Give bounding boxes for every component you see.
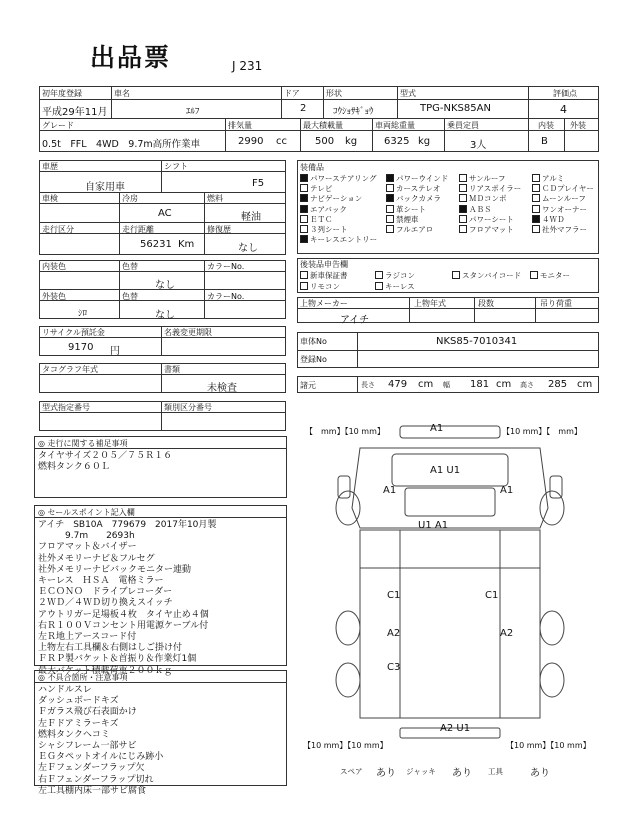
unchecked-box-icon — [386, 225, 394, 233]
body-year-label: 上物年式 — [414, 299, 446, 308]
unchecked-box-icon — [300, 282, 308, 290]
fuel-value: 軽油 — [241, 212, 261, 223]
defect-line: ダッシュボードキズ — [38, 696, 119, 707]
lift-load-label: 吊り荷重 — [540, 299, 572, 308]
history-label: 車歴 — [42, 162, 58, 171]
post-equipment-label: 新車保証書 — [310, 271, 348, 280]
damage-mark: A2 U1 — [440, 723, 471, 734]
post-equipment-label: ラジコン — [385, 271, 415, 280]
jack-value: あり — [452, 768, 472, 779]
length-label: 長さ — [361, 381, 375, 389]
checked-box-icon — [300, 194, 308, 202]
tire-rear-right: 【10 mm】【10 mm】 — [506, 741, 591, 750]
equipment-label: エアバック — [310, 204, 347, 214]
weight-label: 車両総重量 — [375, 121, 415, 130]
defect-line: 燃料タンクヘコミ — [38, 729, 110, 740]
post-equipment-label: モニター — [540, 271, 570, 280]
equipment-label: 社外マフラー — [542, 225, 587, 234]
equipment-label: ＡＢＳ — [469, 204, 492, 214]
registration-label: 登録No — [300, 355, 327, 364]
sales-line: ＥＣＯＮＯ ドライブレコーダー — [38, 587, 173, 598]
repaint-value: なし — [155, 280, 175, 291]
color-no2-label: カラーNo. — [207, 292, 245, 301]
capacity-label: 乗員定員 — [447, 121, 479, 130]
post-equipment-item — [300, 270, 348, 281]
sales-line: 左Ｒ地上アースコード付 — [38, 632, 137, 643]
damage-mark: U1 A1 — [418, 520, 449, 531]
inspection-label: 車検 — [42, 194, 58, 203]
defect-line: Ｆガラス飛び石表面かけ — [38, 707, 137, 718]
circle-bullet-icon: ◎ — [38, 439, 45, 448]
tacho-label: タコグラフ年式 — [42, 365, 98, 374]
equipment-label: キーレスエントリー — [310, 235, 378, 245]
documents-value: 未検査 — [207, 383, 237, 394]
page-title: 出品票 — [90, 43, 172, 72]
chassis-value: NKS85-7010341 — [436, 336, 518, 347]
damage-mark: A1 — [383, 485, 397, 496]
circle-bullet-icon: ◎ — [38, 673, 45, 682]
tire-front-right: 【10 mm】【 mm】 — [502, 427, 582, 436]
equipment-item — [300, 234, 377, 245]
width-value: 181 — [470, 379, 490, 390]
circle-bullet-icon: ◎ — [38, 508, 45, 517]
unchecked-box-icon — [459, 184, 467, 192]
reg-label: 初年度登録 — [42, 89, 82, 98]
height-unit: cm — [577, 379, 593, 390]
exterior-label: 外装 — [570, 121, 586, 130]
sales-line: キーレス ＨＳＡ 電格ミラー — [38, 576, 164, 587]
defect-line: 左工具棚内床一部サビ腐食 — [38, 785, 147, 796]
damage-mark: C3 — [387, 662, 401, 673]
load-value: 500 — [315, 136, 335, 147]
interior-color-label: 内装色 — [42, 262, 66, 271]
checked-box-icon — [532, 215, 540, 223]
unchecked-box-icon — [532, 174, 540, 182]
grade-name-value: 0.5t FFL 4WD 9.7m高所作業車 — [42, 139, 201, 150]
checked-box-icon — [300, 205, 308, 213]
load-label: 最大積載量 — [303, 121, 343, 130]
post-equipment-label: スタンバイコード — [462, 271, 522, 280]
tire-rear-left: 【10 mm】【10 mm】 — [303, 741, 388, 750]
unchecked-box-icon — [532, 194, 540, 202]
equipment-label: ＭＤコンポ — [469, 194, 507, 204]
equipment-label: ４ＷＤ — [542, 214, 565, 224]
height-label: 高さ — [520, 381, 534, 389]
width-unit: cm — [496, 379, 512, 390]
type-designation-label: 型式指定番号 — [42, 403, 90, 412]
equipment-label: パワーシート — [469, 214, 514, 224]
equipment-label: ワンオーナー — [542, 204, 587, 214]
load-unit: kg — [345, 136, 358, 147]
supplement-title: ◎ 走行に関する補足事項 — [38, 439, 128, 448]
door-value: 2 — [300, 103, 307, 114]
unchecked-box-icon — [386, 184, 394, 192]
defect-line: 左Ｆドアミラーキズ — [38, 718, 119, 729]
unchecked-box-icon — [375, 282, 383, 290]
model-value: TPG-NKS85AN — [420, 103, 491, 114]
equipment-label: アルミ — [542, 174, 565, 183]
repair-history-label: 修復歴 — [207, 225, 231, 234]
sales-line: 9.7m 2693h — [38, 531, 135, 542]
equipment-label: リアスポイラー — [469, 184, 522, 194]
unchecked-box-icon — [375, 271, 383, 279]
equipment-item — [459, 224, 514, 235]
mileage-unit: Km — [178, 239, 195, 250]
vehicle-damage-diagram — [300, 418, 600, 758]
post-equipment-label: リモコン — [310, 282, 340, 291]
checked-box-icon — [386, 174, 394, 182]
sales-title: ◎ セールスポイント記入欄 — [38, 508, 135, 517]
tool-label: 工具 — [488, 767, 503, 776]
checked-box-icon — [300, 174, 308, 182]
equipment-label: 禁煙車 — [396, 214, 419, 224]
sales-line: アウトリガー足場板４枚 タイヤ止め４個 — [38, 609, 209, 620]
unchecked-box-icon — [459, 194, 467, 202]
weight-value: 6325 — [384, 136, 410, 147]
equipment-label: ムーンルーフ — [542, 194, 586, 204]
recycle-label: リサイクル預託金 — [42, 328, 105, 337]
repaint-label: 色替 — [122, 262, 138, 271]
name-value: ｴﾙﾌ — [186, 107, 200, 117]
shape-label: 形状 — [326, 89, 342, 98]
tool-value: あり — [530, 768, 550, 779]
capacity-value: 3人 — [470, 140, 487, 151]
exterior-color-label: 外装色 — [42, 292, 66, 301]
defect-line: 右Ｆフェンダーフラップ切れ — [38, 774, 154, 785]
equipment-label: カーステレオ — [396, 184, 441, 194]
damage-mark: A1 — [500, 485, 514, 496]
post-equipment-item — [375, 281, 415, 292]
repaint2-value: なし — [155, 310, 175, 321]
cc-value: 2990 — [238, 136, 264, 147]
repair-history-value: なし — [238, 243, 258, 254]
damage-mark: C1 — [387, 590, 401, 601]
shift-label: シフト — [164, 162, 188, 171]
history-value: 自家用車 — [85, 182, 125, 193]
interior-value: B — [541, 136, 548, 147]
chassis-label: 車体No — [300, 337, 327, 346]
width-label: 幅 — [443, 381, 450, 389]
documents-label: 書類 — [164, 365, 180, 374]
spare-value: あり — [376, 768, 396, 779]
equipment-label: ＣＤプレイヤー — [542, 184, 594, 194]
unchecked-box-icon — [386, 205, 394, 213]
mileage-label: 走行距離 — [122, 225, 154, 234]
supplement-lines — [38, 451, 172, 473]
equipment-item — [532, 224, 587, 235]
post-equipment-item — [300, 281, 340, 292]
model-label: 型式 — [400, 89, 416, 98]
lot-number: J 231 — [232, 59, 263, 73]
equipment-label: フルエアロ — [396, 225, 434, 234]
ac-value: AC — [158, 208, 172, 219]
equipment-item — [386, 224, 433, 235]
jack-label: ジャッキ — [406, 767, 436, 776]
equipment-label: ３列シート — [310, 225, 348, 234]
sales-line: ＦＲＰ製バケット＆首振り＆作業灯1個 — [38, 654, 197, 665]
post-equipment-item — [530, 270, 570, 281]
weight-unit: kg — [418, 136, 431, 147]
equipment-title: 装備品 — [300, 163, 324, 172]
unchecked-box-icon — [386, 215, 394, 223]
defect-line: 左Ｆフェンダーフラップ欠 — [38, 763, 145, 774]
grade-name-label: グレード — [42, 121, 74, 130]
repaint2-label: 色替 — [122, 292, 138, 301]
tire-front-left: 【 mm】【10 mm】 — [305, 427, 385, 436]
unchecked-box-icon — [300, 271, 308, 279]
unchecked-box-icon — [532, 184, 540, 192]
length-value: 479 — [388, 379, 408, 390]
supplement-line: 燃料タンク６０Ｌ — [38, 462, 110, 473]
checked-box-icon — [386, 194, 394, 202]
unchecked-box-icon — [459, 225, 467, 233]
equipment-label: バックカメラ — [396, 194, 441, 204]
classification-label: 類別区分番号 — [164, 403, 212, 412]
damage-mark: A1 — [430, 423, 444, 434]
sales-line: ２ＷＤ／４ＷＤ切り換えスイッチ — [38, 598, 173, 609]
unchecked-box-icon — [530, 271, 538, 279]
defect-line: ＥＧタペットオイルにじみ跡小 — [38, 752, 164, 763]
post-equipment-label: キーレス — [385, 282, 415, 291]
grade-label: 評価点 — [553, 89, 577, 98]
cc-unit: cc — [276, 136, 287, 147]
shape-value: ｺｳｼｮｻｷﾞｮｳ — [333, 107, 374, 117]
post-equipment-item — [375, 270, 415, 281]
door-label: ドア — [284, 89, 300, 98]
unchecked-box-icon — [300, 225, 308, 233]
spare-label: スペア — [340, 767, 363, 776]
length-unit: cm — [418, 379, 434, 390]
damage-mark: A1 U1 — [430, 465, 461, 476]
sales-line: 上物左右工具欄＆右側はしご掛け付 — [38, 643, 183, 654]
post-equipment-title: 後装品申告欄 — [300, 260, 348, 269]
unchecked-box-icon — [452, 271, 460, 279]
sales-line: 社外メモリーナビ＆フルセグ — [38, 553, 155, 564]
sales-lines — [38, 520, 216, 677]
exterior-color-value: ｼﾛ — [78, 309, 88, 319]
body-maker-value: アイチ — [340, 315, 370, 326]
damage-mark: A2 — [387, 628, 401, 639]
reg-value: 平成29年11月 — [42, 107, 108, 118]
name-change-label: 名義変更期限 — [164, 328, 212, 337]
unchecked-box-icon — [532, 205, 540, 213]
post-equipment-item — [452, 270, 521, 281]
dimensions-label: 諸元 — [300, 381, 316, 390]
equipment-label: フロアマット — [469, 225, 514, 234]
unchecked-box-icon — [459, 174, 467, 182]
sales-line: フロアマット＆バイザー — [38, 542, 137, 553]
recycle-unit: 円 — [110, 346, 120, 357]
equipment-label: 革シート — [396, 204, 426, 214]
mileage-value: 56231 — [140, 239, 172, 250]
color-no-label: カラーNo. — [207, 262, 245, 271]
supplement-line: タイヤサイズ２０５／７５Ｒ１６ — [38, 451, 173, 461]
unchecked-box-icon — [459, 215, 467, 223]
recycle-value: 9170 — [68, 342, 94, 353]
unchecked-box-icon — [300, 184, 308, 192]
grade-value: 4 — [560, 103, 567, 116]
defect-line: ハンドルスレ — [38, 685, 92, 695]
unchecked-box-icon — [532, 225, 540, 233]
mileage-category-label: 走行区分 — [42, 225, 74, 234]
sales-line: 最大バケット積載荷重２００ｋｇ — [38, 665, 173, 676]
equipment-label: テレビ — [310, 184, 333, 194]
fuel-label: 燃料 — [207, 194, 223, 203]
defects-lines — [38, 685, 163, 797]
equipment-label: ＥＴＣ — [310, 214, 333, 224]
defect-line: シャシフレーム一部サビ — [38, 741, 137, 752]
shift-value: F5 — [252, 178, 265, 189]
equipment-label: パワーウインド — [396, 174, 449, 183]
sales-line: 右Ｒ１００Ｖコンセント用電源ケーブル付 — [38, 620, 209, 631]
equipment-label: パワーステアリング — [310, 174, 377, 183]
cc-label: 排気量 — [228, 121, 252, 130]
name-label: 車名 — [114, 89, 130, 98]
checked-box-icon — [459, 205, 467, 213]
steps-label: 段数 — [478, 299, 494, 308]
damage-mark: C1 — [485, 590, 499, 601]
sales-line: アイチ SB10A 779679 2017年10月製 — [38, 520, 217, 530]
checked-box-icon — [300, 235, 308, 243]
equipment-label: ナビゲーション — [310, 194, 363, 204]
unchecked-box-icon — [300, 215, 308, 223]
defects-title: ◎ 不具合箇所・注意事項 — [38, 673, 128, 682]
damage-mark: A2 — [500, 628, 514, 639]
interior-label: 内装 — [538, 121, 554, 130]
body-maker-label: 上物メーカー — [300, 299, 348, 308]
height-value: 285 — [548, 379, 568, 390]
sales-line: 社外メモリーナビバックモニター連動 — [38, 564, 192, 575]
ac-label: 冷房 — [122, 194, 138, 203]
equipment-label: サンルーフ — [469, 174, 506, 183]
